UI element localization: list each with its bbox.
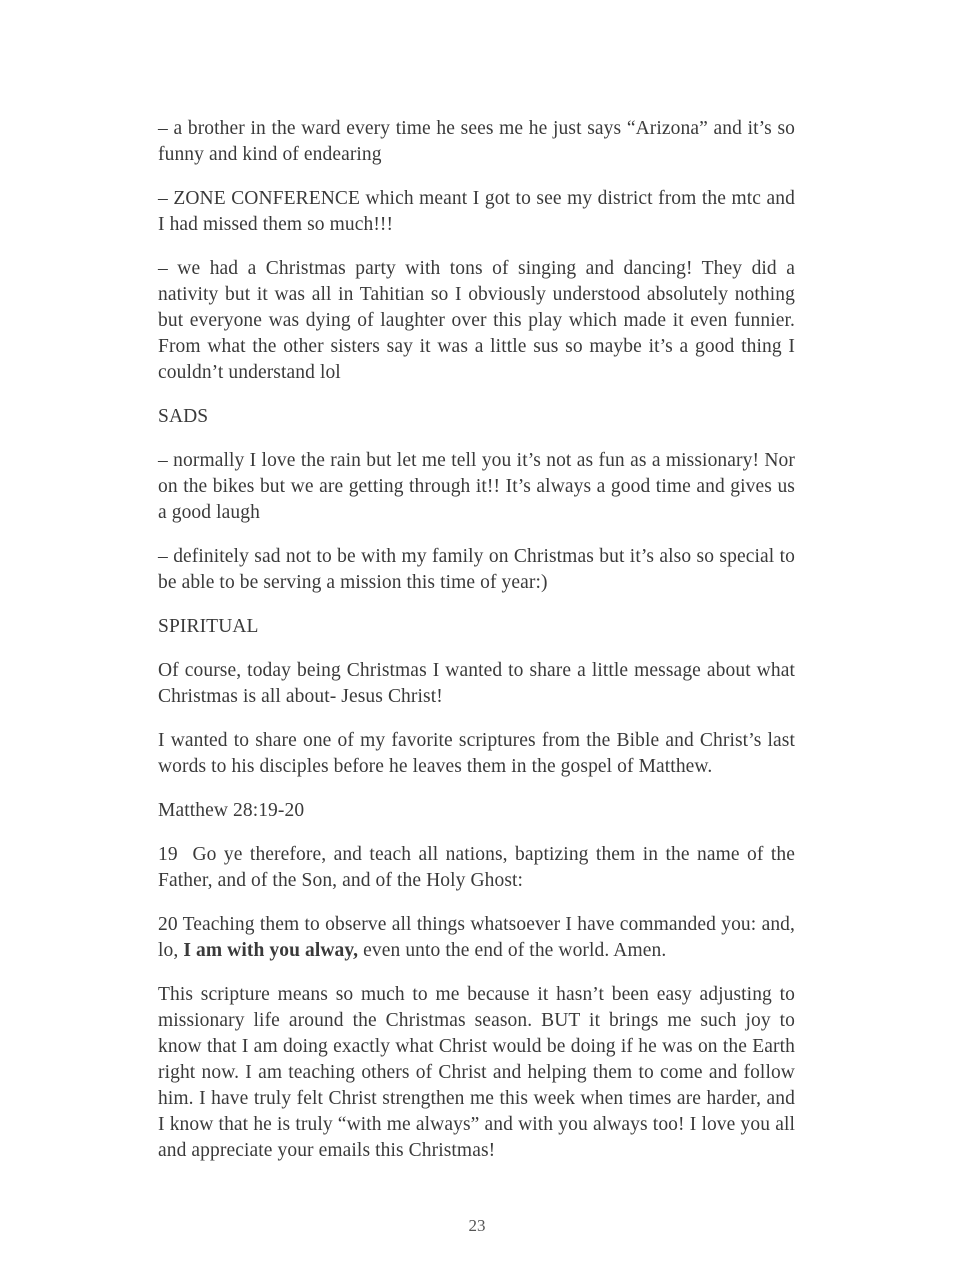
verse-19: 19 Go ye therefore, and teach all nations, baptizing them in the name of the Father, and of the Son, and of the Holy Ghost: xyxy=(158,844,795,891)
paragraph-favorite-scripture: I wanted to share one of my favorite scriptures from the Bible and Christ’s last words to his disciples before he leaves them in the gospel of Matthew. xyxy=(158,730,795,777)
paragraph-testimony: This scripture means so much to me because it hasn’t been easy adjusting to missionary life around the Christmas season. BUT it brings me such joy to know that I am doing exactly what Christ would be doing if he was on the Earth right now. I am teaching others of Christ and helping them to come and follow him. I have truly felt Christ strengthen me this week when times are harder, and I know that he is truly “with me always” and with you always too! I love you all and appreciate your emails this Christmas! xyxy=(158,984,795,1161)
document-body xyxy=(158,116,795,1182)
paragraph-family-christmas: – definitely sad not to be with my family on Christmas but it’s also so special to be able to be serving a mission this time of year:) xyxy=(158,546,795,593)
paragraph-zone-conference: – ZONE CONFERENCE which meant I got to see my district from the mtc and I had missed them so much!!! xyxy=(158,188,795,235)
heading-spiritual: SPIRITUAL xyxy=(158,616,259,637)
verse-20-tail: even unto the end of the world. Amen. xyxy=(358,940,667,961)
paragraph-christmas-party: – we had a Christmas party with tons of singing and dancing! They did a nativity but it was all in Tahitian so I obviously understood absolutely nothing but everyone was dying of laughter over this play which made it even funnier. From what the other sisters say it was a little sus so maybe it’s a good thing I couldn’t understand lol xyxy=(158,258,795,383)
verse-20 xyxy=(158,912,795,964)
paragraph-christmas-message: Of course, today being Christmas I wanted to share a little message about what Christmas is all about- Jesus Christ! xyxy=(158,660,795,707)
page-number: 23 xyxy=(468,1216,486,1235)
verse-20-lead: 20 Teaching them to observe all things whatsoever I have commanded you: and, lo, xyxy=(158,914,795,961)
paragraph-brother-in-ward: – a brother in the ward every time he sees me he just says “Arizona” and it’s so funny and kind of endearing xyxy=(158,118,795,165)
heading-sads: SADS xyxy=(158,406,209,427)
verse-20-bold-phrase: I am with you alway, xyxy=(183,940,359,961)
scripture-reference: Matthew 28:19-20 xyxy=(158,800,305,821)
paragraph-rain-and-bikes: – normally I love the rain but let me tell you it’s not as fun as a missionary! Nor on the bikes but we are getting through it!! It’s always a good time and gives us a good laugh xyxy=(158,450,795,523)
